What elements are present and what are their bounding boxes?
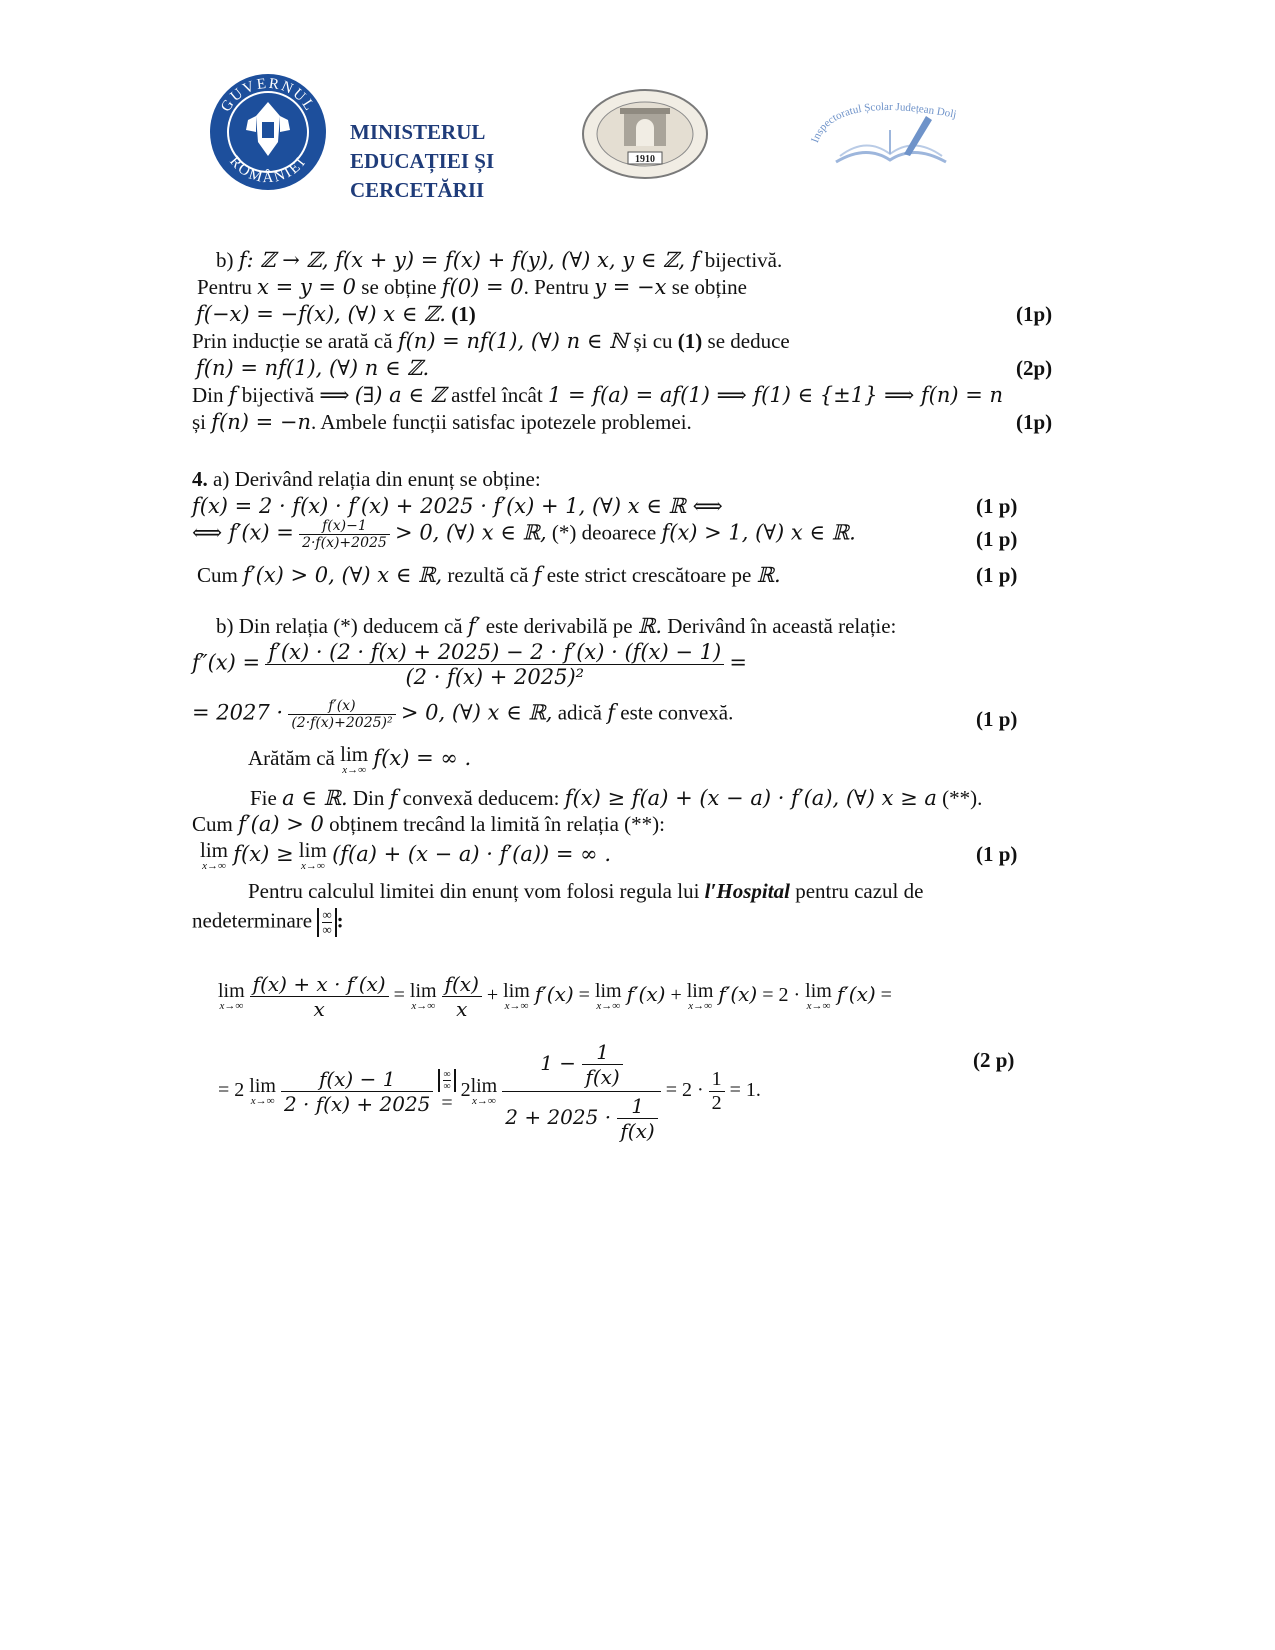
text: Fie: [250, 786, 277, 810]
math: f′: [467, 614, 481, 638]
numerator: f(x) + x · f′(x): [250, 972, 389, 997]
society-logo: [580, 88, 710, 180]
math: f: [228, 383, 237, 407]
denominator: 2: [711, 1092, 722, 1114]
fraction: [617, 1094, 657, 1143]
problem-number: 4.: [192, 467, 208, 491]
denominator: (2·f(x)+2025)²: [291, 715, 393, 731]
lim-subscript: x→∞: [472, 1095, 496, 1107]
denominator: [502, 1092, 660, 1143]
text: (**).: [942, 786, 983, 810]
denominator: f(x): [585, 1065, 620, 1089]
fraction: [299, 518, 390, 551]
plus: +: [670, 984, 682, 1007]
s3b-line-4: [192, 329, 790, 354]
svg-text:GUVERNUL: GUVERNUL: [218, 75, 319, 115]
math: > 0, (∀) x ∈ ℝ,: [395, 520, 547, 545]
math: = 1.: [729, 1079, 761, 1102]
s4b-line-6: [192, 812, 665, 837]
lim-operator: lim: [686, 980, 714, 1002]
math: f(−x) = −f(x), (∀) x ∈ ℤ.: [196, 302, 446, 326]
math: f: ℤ → ℤ, f(x + y) = f(x) + f(y), (∀) x, y ∈ ℤ, f: [238, 248, 700, 272]
s4b-line-4: [248, 744, 471, 776]
fraction: [502, 1040, 660, 1143]
points-label: (1p): [1016, 302, 1053, 326]
denominator: 2·f(x)+2025: [302, 535, 387, 551]
math: a ∈ ℝ.: [282, 786, 348, 810]
fraction: [582, 1040, 622, 1089]
math: = 2027 ·: [192, 700, 284, 725]
points-label: (1p): [1016, 410, 1053, 434]
text: obținem trecând la limită în relația (**):: [329, 812, 665, 836]
limit: [503, 981, 530, 1012]
text: rezultă că: [447, 563, 529, 587]
lim-operator: lim: [503, 980, 530, 1002]
text: Pentru calculul limitei din enunț vom folosi regula lui: [248, 879, 700, 903]
text: Din: [192, 383, 224, 407]
math: f′(x) > 0, (∀) x ∈ ℝ,: [243, 563, 443, 587]
limit: [687, 981, 714, 1012]
indeterminate-form: [438, 1069, 455, 1092]
svg-text:ROMÂNIEI: ROMÂNIEI: [226, 153, 310, 187]
equals: =: [441, 1091, 453, 1114]
text: nedeterminare: [192, 908, 313, 933]
fraction: [265, 640, 724, 689]
s4b-line-3: [192, 698, 733, 731]
points-label: (1 p): [976, 707, 1018, 731]
math: f′(x): [534, 982, 574, 1007]
text: a) Derivând relația din enunț se obține:: [213, 467, 541, 491]
s4a-line-4: [197, 563, 781, 588]
text: astfel încât: [451, 383, 543, 407]
text: se deduce: [707, 329, 790, 353]
limit: [410, 981, 437, 1012]
s4b-line-2: [192, 640, 747, 689]
numerator: 1: [582, 1040, 622, 1065]
lim-subscript: x→∞: [504, 1000, 529, 1012]
math: 1 = f(a) = af(1) ⟹ f(1) ∈ {±1} ⟹ f(n) = n: [547, 383, 1004, 407]
math: f′(x): [836, 982, 876, 1007]
fraction: [250, 972, 389, 1021]
lim-subscript: x→∞: [250, 1095, 275, 1107]
math: =: [729, 650, 748, 675]
lim-operator: lim: [805, 980, 832, 1002]
math: f(x) ≥ f(a) + (x − a) · f′(a), (∀) x ≥ a: [564, 786, 937, 810]
equals: =: [762, 984, 774, 1007]
lim-subscript: x→∞: [342, 764, 366, 776]
math: ℝ.: [756, 563, 781, 587]
lim-operator: lim: [249, 1075, 276, 1097]
text: este strict crescătoare pe: [546, 563, 752, 587]
math: f′(x): [718, 982, 758, 1007]
ministry-line-2: EDUCAȚIEI ȘI: [350, 149, 495, 173]
math: f(x) = 2 · f(x) · f′(x) + 2025 · f′(x) + 1, (∀) x ∈ ℝ ⟺: [192, 494, 723, 518]
lim-subscript: x→∞: [596, 1000, 621, 1012]
limit: [471, 1076, 498, 1107]
points-label: (1 p): [976, 842, 1018, 866]
s4a-line-2: [192, 494, 723, 519]
svg-text:1910: 1910: [635, 154, 655, 165]
lim-operator: lim: [298, 838, 327, 862]
text: bijectivă.: [704, 248, 783, 272]
numerator: f′(x) · (2 · f(x) + 2025) − 2 · f′(x) · (f(x) − 1): [265, 640, 724, 665]
math: = 2 ·: [665, 1079, 704, 1102]
numerator: f′(x): [288, 698, 395, 715]
math: f(x) ≥: [233, 841, 294, 866]
equals: =: [393, 984, 405, 1007]
text: . Pentru: [523, 275, 589, 299]
numerator: ∞: [322, 907, 332, 922]
limit: [595, 981, 622, 1012]
text: se obține: [671, 275, 747, 299]
math: > 0, (∀) x ∈ ℝ,: [400, 700, 553, 725]
lim-operator: lim: [340, 742, 369, 766]
fraction: [709, 1068, 725, 1115]
math: f(n) = −n: [211, 410, 312, 434]
points-label: (2p): [1016, 356, 1053, 380]
denominator: x: [313, 997, 325, 1021]
s4b-line-1: [216, 614, 896, 639]
math: 1 −: [540, 1051, 577, 1075]
numerator: f(x)−1: [299, 518, 390, 535]
math: ℝ.: [637, 614, 663, 638]
math: f′(x): [626, 982, 666, 1007]
denominator: ∞: [322, 922, 332, 937]
text: Prin inducție se arată că: [192, 329, 393, 353]
limit: [299, 840, 327, 872]
text: și: [192, 410, 207, 434]
math: f′(a) > 0: [238, 812, 324, 836]
denominator: ∞: [443, 1080, 451, 1092]
text: (*) deoarece: [551, 520, 657, 545]
math: f(x) > 1, (∀) x ∈ ℝ.: [661, 520, 856, 545]
denominator: x: [456, 997, 468, 1021]
s3b-line-2: [197, 275, 747, 300]
item-label: b): [216, 248, 234, 272]
math: (f(a) + (x − a) · f′(a)) = ∞ .: [332, 841, 612, 866]
math: f(x) = ∞ .: [373, 745, 472, 770]
text: adică: [557, 700, 602, 725]
text: pentru cazul de: [795, 879, 924, 903]
lim-subscript: x→∞: [411, 1000, 436, 1012]
lim-subscript: x→∞: [806, 1000, 831, 1012]
lim-operator: lim: [594, 980, 622, 1002]
limit: [200, 840, 228, 872]
math: f(n) = nf(1), (∀) n ∈ ℕ: [397, 329, 629, 353]
equals: =: [578, 984, 590, 1007]
numerator: 1: [709, 1068, 725, 1092]
inspectorate-logo: [806, 80, 976, 172]
denominator: (2 · f(x) + 2025)²: [405, 665, 585, 689]
text: Din: [352, 786, 385, 810]
limit: [805, 981, 832, 1012]
s3b-line-5: [196, 356, 429, 381]
denominator: 2 · f(x) + 2025: [283, 1092, 431, 1116]
text: :: [336, 908, 344, 933]
s3b-line-7: [192, 410, 692, 435]
s4b-line-5: [250, 786, 982, 811]
final-line-2: [218, 1040, 761, 1143]
points-label: (1 p): [976, 527, 1018, 551]
text: convexă deducem:: [402, 786, 560, 810]
numerator: [502, 1040, 660, 1092]
text: Cum: [192, 812, 233, 836]
denominator: f(x): [620, 1119, 655, 1143]
text: Cum: [197, 563, 238, 587]
final-line-1: [218, 972, 892, 1021]
points-label: (2 p): [973, 1048, 1015, 1072]
government-logo: [208, 72, 328, 192]
limit: [249, 1076, 276, 1107]
equals: =: [880, 984, 892, 1007]
math: f(n) = nf(1), (∀) n ∈ ℤ.: [196, 356, 430, 380]
s3b-line-3: [196, 302, 476, 327]
math: f: [607, 700, 616, 725]
text: este convexă.: [620, 700, 734, 725]
limit: [340, 744, 368, 776]
s4b-line-7: [200, 840, 611, 872]
math: ⟺ f′(x) =: [192, 520, 294, 545]
text: b) Din relația (*) deducem că: [216, 614, 463, 638]
text: și cu: [633, 329, 673, 353]
limit: [218, 981, 245, 1012]
numerator: 1: [617, 1094, 657, 1119]
lim-operator: lim: [409, 980, 437, 1002]
s4b-line-8: [248, 879, 923, 904]
fraction: [442, 972, 482, 1021]
lim-operator: lim: [200, 838, 229, 862]
text: Pentru: [197, 275, 252, 299]
text: bijectivă ⟹: [241, 383, 350, 407]
ministry-line-1: MINISTERUL: [350, 120, 486, 144]
math: f″(x) =: [192, 650, 261, 675]
lim-subscript: x→∞: [219, 1000, 244, 1012]
svg-text:Inspectoratul Școlar Județean: Inspectoratul Școlar Județean Dolj: [809, 100, 958, 145]
indeterminate-form: [317, 908, 336, 937]
numerator: f(x) − 1: [281, 1067, 433, 1092]
lim-subscript: x→∞: [688, 1000, 712, 1012]
text: Derivând în această relație:: [667, 614, 897, 638]
math: x = y = 0: [257, 275, 357, 299]
text: . Ambele funcții satisfac ipotezele problemei.: [311, 410, 692, 434]
ministry-name: [350, 118, 494, 205]
ministry-line-3: CERCETĂRII: [350, 178, 485, 202]
math: = 2: [218, 1079, 245, 1102]
math: 2 + 2025 ·: [505, 1105, 612, 1129]
lim-subscript: x→∞: [300, 860, 325, 872]
theorem-name: l′Hospital: [704, 879, 790, 903]
equation-tag: (1): [677, 329, 703, 353]
s3b-line-6: [192, 383, 1003, 408]
lim-subscript: x→∞: [202, 860, 226, 872]
equation-tag: (1): [451, 302, 476, 326]
points-label: (1 p): [976, 494, 1018, 518]
text: se obține: [361, 275, 437, 299]
math: 2: [460, 1079, 471, 1102]
s4a-line-3: [192, 518, 856, 551]
math: y = −x: [594, 275, 667, 299]
math: f: [533, 563, 542, 587]
lim-operator: lim: [470, 1075, 498, 1097]
fraction: [281, 1067, 433, 1116]
lim-operator: lim: [218, 980, 245, 1002]
numerator: f(x): [442, 972, 482, 997]
equals-with-indeterminate: [438, 1068, 455, 1115]
fraction: [288, 698, 395, 731]
math: 2 ·: [778, 984, 801, 1007]
math: f(0) = 0: [441, 275, 524, 299]
text: Arătăm că: [248, 745, 335, 770]
numerator: ∞: [443, 1068, 451, 1080]
plus: +: [486, 984, 499, 1007]
s4b-line-9: [192, 908, 344, 937]
points-label: (1 p): [976, 563, 1018, 587]
s3b-line-1: [216, 248, 782, 273]
s4a-line-1: [192, 467, 541, 492]
math: (∃) a ∈ ℤ: [354, 383, 446, 407]
math: f: [389, 786, 398, 810]
text: este derivabilă pe: [485, 614, 633, 638]
